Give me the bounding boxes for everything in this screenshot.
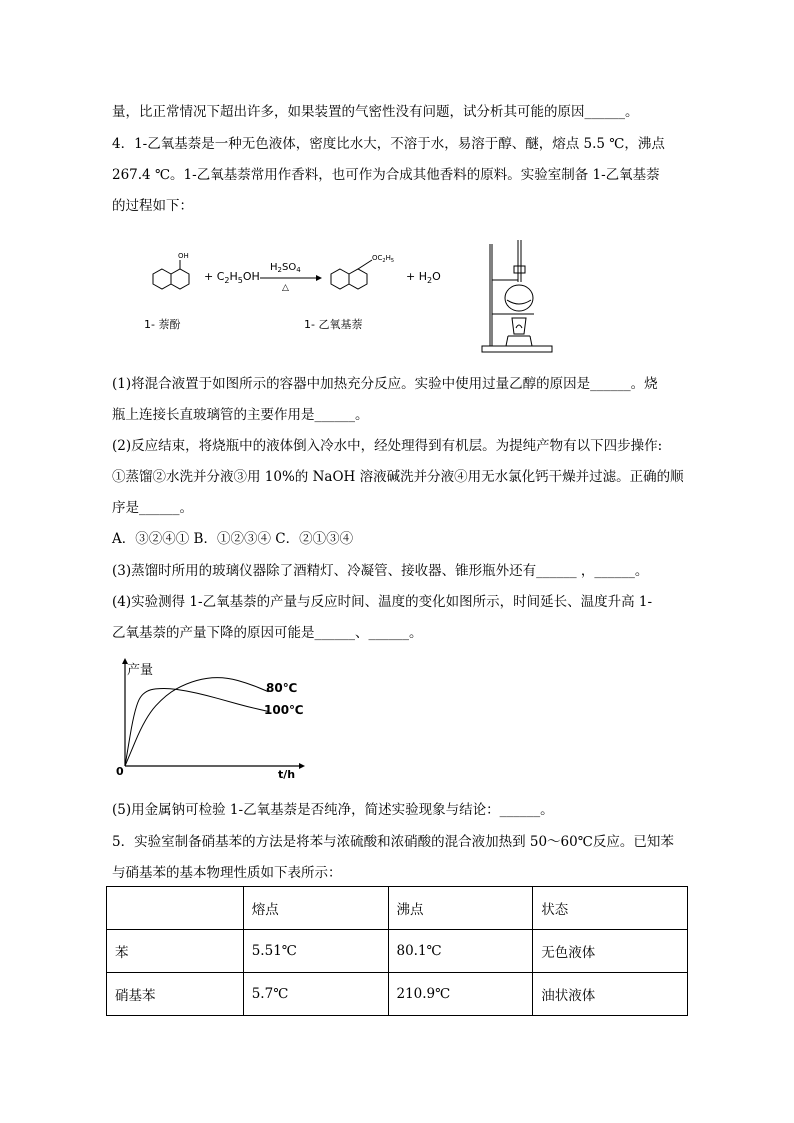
table-cell: 80.1℃	[388, 930, 533, 973]
table-row	[107, 930, 688, 973]
series-100c-line	[125, 689, 269, 766]
table-cell: 5.7℃	[243, 973, 388, 1016]
header-cell: 沸点	[388, 887, 533, 930]
product-structure	[331, 260, 372, 289]
choice-options: A．③②④① B．①②③④ C．②①③④	[112, 531, 354, 547]
legend-80c: 80℃	[266, 681, 298, 695]
table-cell: 5.51℃	[243, 930, 388, 973]
subq-2-line-2: ①蒸馏②水洗并分液③用 10%的 NaOH 溶液碱洗并分液④用无水氯化钙干燥并过滤。正确的顺	[112, 469, 684, 485]
table-cell: 油状液体	[533, 973, 688, 1016]
x-axis-arrow	[299, 763, 305, 769]
question-4-intro: 4．1-乙氧基萘是一种无色液体，密度比水大，不溶于水，易溶于醇、醚，熔点 5.5 ℃，沸点	[112, 136, 665, 152]
subq-4-line-2: 乙氧基萘的产量下降的原因可能是______、______。	[112, 625, 423, 641]
text-line-1: 量，比正常情况下超出许多，如果装置的气密性没有问题，试分析其可能的原因______。	[112, 104, 639, 120]
product-label: 1- 乙氧基萘	[304, 318, 363, 331]
naphthol-label: 1- 萘酚	[144, 318, 181, 331]
catalyst-label: $H_2SO_4$	[270, 262, 301, 274]
apparatus-icon	[478, 238, 556, 356]
naphthol-structure	[153, 260, 189, 289]
subq-2-line-1: (2)反应结束，将烧瓶中的液体倒入冷水中，经处理得到有机层。为提纯产物有以下四步操作:	[112, 438, 663, 454]
table-cell: 无色液体	[533, 930, 688, 973]
subq-1-line-2: 瓶上连接长直玻璃管的主要作用是______。	[112, 407, 369, 423]
table-cell: 210.9℃	[388, 973, 533, 1016]
properties-table	[106, 886, 688, 1016]
reaction-scheme	[140, 238, 460, 338]
subq-5-line: (5)用金属钠可检验 1-乙氧基萘是否纯净，简述实验现象与结论：______。	[112, 802, 554, 818]
water-formula: + $H_2O$	[406, 270, 441, 285]
origin-label: 0	[116, 765, 124, 778]
subq-3-line: (3)蒸馏时所用的玻璃仪器除了酒精灯、冷凝管、接收器、锥形瓶外还有______ ，______。	[112, 563, 649, 579]
table-cell: 苯	[107, 930, 244, 973]
oh-label: OH	[178, 252, 189, 260]
subq-2-line-3: 序是______。	[112, 500, 193, 516]
header-cell: 状态	[533, 887, 688, 930]
table-cell: 硝基苯	[107, 973, 244, 1016]
yield-chart	[112, 656, 312, 781]
oc2h5-label: $OC_2H_5$	[372, 254, 395, 264]
question-5-line-2: 与硝基苯的基本物理性质如下表所示：	[112, 865, 342, 881]
text-line-4: 的过程如下：	[112, 198, 193, 214]
series-80c-line	[125, 678, 269, 766]
header-cell	[107, 887, 244, 930]
table-header-row	[107, 887, 688, 930]
subq-4-line-1: (4)实验测得 1-乙氧基萘的产量与反应时间、温度的变化如图所示，时间延长、温度升高 1-	[112, 594, 653, 610]
table-row	[107, 973, 688, 1016]
header-cell: 熔点	[243, 887, 388, 930]
text-line-3: 267.4 ℃。1-乙氧基萘常用作香料，也可作为合成其他香料的原料。实验室制备 1-乙氧基萘	[112, 167, 660, 183]
ethanol-formula: + $C_2H_5OH$	[204, 270, 260, 285]
y-axis-label: 产量	[127, 663, 154, 678]
heat-symbol: △	[282, 283, 289, 293]
question-5-line-1: 5．实验室制备硝基苯的方法是将苯与浓硫酸和浓硝酸的混合液加热到 50～60℃反应。已知苯	[112, 834, 674, 850]
x-axis-label: t/h	[278, 768, 296, 781]
legend-100c: 100℃	[264, 703, 304, 717]
subq-1-line-1: (1)将混合液置于如图所示的容器中加热充分反应。实验中使用过量乙醇的原因是______。烧	[112, 376, 658, 392]
